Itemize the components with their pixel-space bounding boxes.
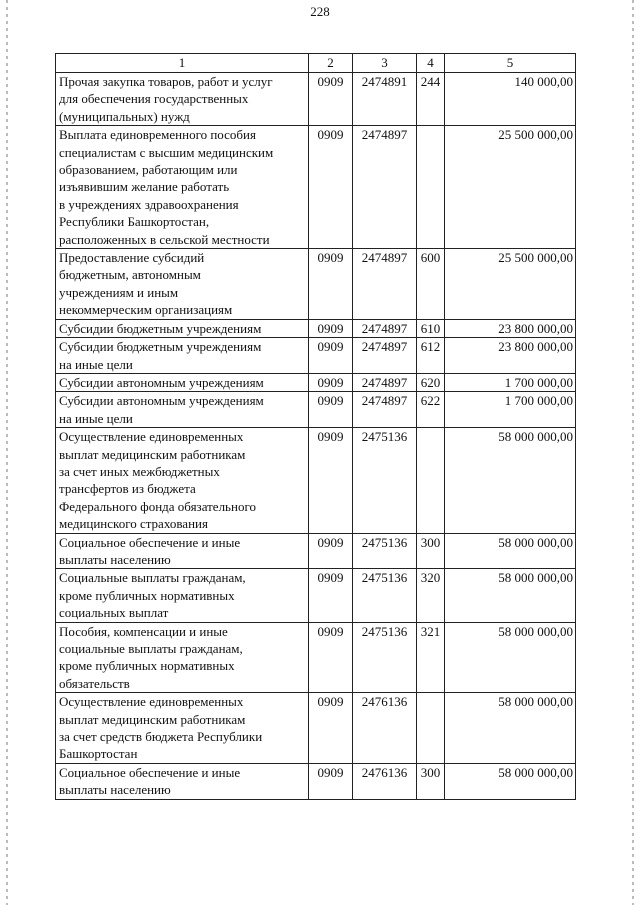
row-section-cell: 0909 — [309, 622, 353, 693]
row-type-cell: 244 — [417, 73, 445, 126]
row-section-cell: 0909 — [309, 373, 353, 391]
row-name-cell: Субсидии автономным учреждениям — [56, 373, 309, 391]
row-target-cell: 2474897 — [353, 319, 417, 337]
row-section-cell: 0909 — [309, 126, 353, 249]
row-section-cell: 0909 — [309, 338, 353, 374]
row-section-cell: 0909 — [309, 693, 353, 764]
header-col-1: 1 — [56, 54, 309, 73]
row-target-cell: 2474891 — [353, 73, 417, 126]
row-section-cell: 0909 — [309, 533, 353, 569]
row-target-cell: 2476136 — [353, 693, 417, 764]
row-type-cell: 612 — [417, 338, 445, 374]
row-amount-cell: 23 800 000,00 — [445, 319, 576, 337]
table-row — [56, 126, 576, 249]
row-section-cell: 0909 — [309, 319, 353, 337]
row-section-cell: 0909 — [309, 763, 353, 799]
row-type-cell: 600 — [417, 249, 445, 320]
table-row — [56, 622, 576, 693]
header-col-4: 4 — [417, 54, 445, 73]
row-type-cell: 622 — [417, 392, 445, 428]
row-type-cell: 300 — [417, 763, 445, 799]
row-name-cell: Прочая закупка товаров, работ и услуг для обеспечения государственных (муниципальных) нужд — [56, 73, 309, 126]
page-number: 228 — [310, 4, 330, 19]
row-type-cell: 610 — [417, 319, 445, 337]
table-row — [56, 392, 576, 428]
row-target-cell: 2474897 — [353, 392, 417, 428]
table-row — [56, 428, 576, 533]
row-section-cell: 0909 — [309, 569, 353, 622]
table-row — [56, 569, 576, 622]
row-amount-cell: 58 000 000,00 — [445, 569, 576, 622]
budget-table — [55, 53, 576, 800]
row-amount-cell: 25 500 000,00 — [445, 249, 576, 320]
row-name-cell: Социальные выплаты гражданам, кроме публичных нормативных социальных выплат — [56, 569, 309, 622]
row-amount-cell: 58 000 000,00 — [445, 622, 576, 693]
row-amount-cell: 58 000 000,00 — [445, 533, 576, 569]
scan-edge-left — [6, 0, 8, 905]
row-amount-cell: 58 000 000,00 — [445, 763, 576, 799]
scan-edge-right — [632, 0, 634, 905]
row-type-cell: 321 — [417, 622, 445, 693]
row-target-cell: 2475136 — [353, 569, 417, 622]
row-type-cell — [417, 126, 445, 249]
row-target-cell: 2476136 — [353, 763, 417, 799]
row-amount-cell: 140 000,00 — [445, 73, 576, 126]
table-row — [56, 693, 576, 764]
row-section-cell: 0909 — [309, 249, 353, 320]
table-row — [56, 249, 576, 320]
row-name-cell: Субсидии автономным учреждениям на иные цели — [56, 392, 309, 428]
row-target-cell: 2474897 — [353, 338, 417, 374]
table-row — [56, 373, 576, 391]
row-type-cell: 620 — [417, 373, 445, 391]
row-name-cell: Предоставление субсидий бюджетным, автономным учреждениям и иным некоммерческим организациям — [56, 249, 309, 320]
row-name-cell: Социальное обеспечение и иные выплаты населению — [56, 763, 309, 799]
table-row — [56, 533, 576, 569]
row-type-cell: 320 — [417, 569, 445, 622]
row-name-cell: Пособия, компенсации и иные социальные выплаты гражданам, кроме публичных нормативных обязательств — [56, 622, 309, 693]
row-name-cell: Социальное обеспечение и иные выплаты населению — [56, 533, 309, 569]
table-row — [56, 338, 576, 374]
row-amount-cell: 23 800 000,00 — [445, 338, 576, 374]
row-amount-cell: 1 700 000,00 — [445, 373, 576, 391]
row-type-cell — [417, 693, 445, 764]
table-row — [56, 73, 576, 126]
header-col-3: 3 — [353, 54, 417, 73]
row-type-cell: 300 — [417, 533, 445, 569]
row-target-cell: 2475136 — [353, 428, 417, 533]
row-amount-cell: 58 000 000,00 — [445, 693, 576, 764]
header-col-5: 5 — [445, 54, 576, 73]
row-name-cell: Осуществление единовременных выплат медицинским работникам за счет средств бюджета Республики Башкортостан — [56, 693, 309, 764]
row-name-cell: Выплата единовременного пособия специалистам с высшим медицинским образованием, работающим или изъявившим желание работать в учреждениях здравоохранения Республики Башкортостан, расположенных в сельской местности — [56, 126, 309, 249]
row-amount-cell: 1 700 000,00 — [445, 392, 576, 428]
row-target-cell: 2474897 — [353, 373, 417, 391]
row-name-cell: Осуществление единовременных выплат медицинским работникам за счет иных межбюджетных трансфертов из бюджета Федерального фонда обязательного медицинского страхования — [56, 428, 309, 533]
row-amount-cell: 58 000 000,00 — [445, 428, 576, 533]
row-section-cell: 0909 — [309, 428, 353, 533]
row-type-cell — [417, 428, 445, 533]
row-name-cell: Субсидии бюджетным учреждениям — [56, 319, 309, 337]
row-target-cell: 2475136 — [353, 533, 417, 569]
row-target-cell: 2475136 — [353, 622, 417, 693]
row-section-cell: 0909 — [309, 392, 353, 428]
row-target-cell: 2474897 — [353, 126, 417, 249]
row-name-cell: Субсидии бюджетным учреждениям на иные цели — [56, 338, 309, 374]
table-row — [56, 319, 576, 337]
header-col-2: 2 — [309, 54, 353, 73]
row-amount-cell: 25 500 000,00 — [445, 126, 576, 249]
header-row — [56, 54, 576, 73]
table-row — [56, 763, 576, 799]
row-section-cell: 0909 — [309, 73, 353, 126]
row-target-cell: 2474897 — [353, 249, 417, 320]
